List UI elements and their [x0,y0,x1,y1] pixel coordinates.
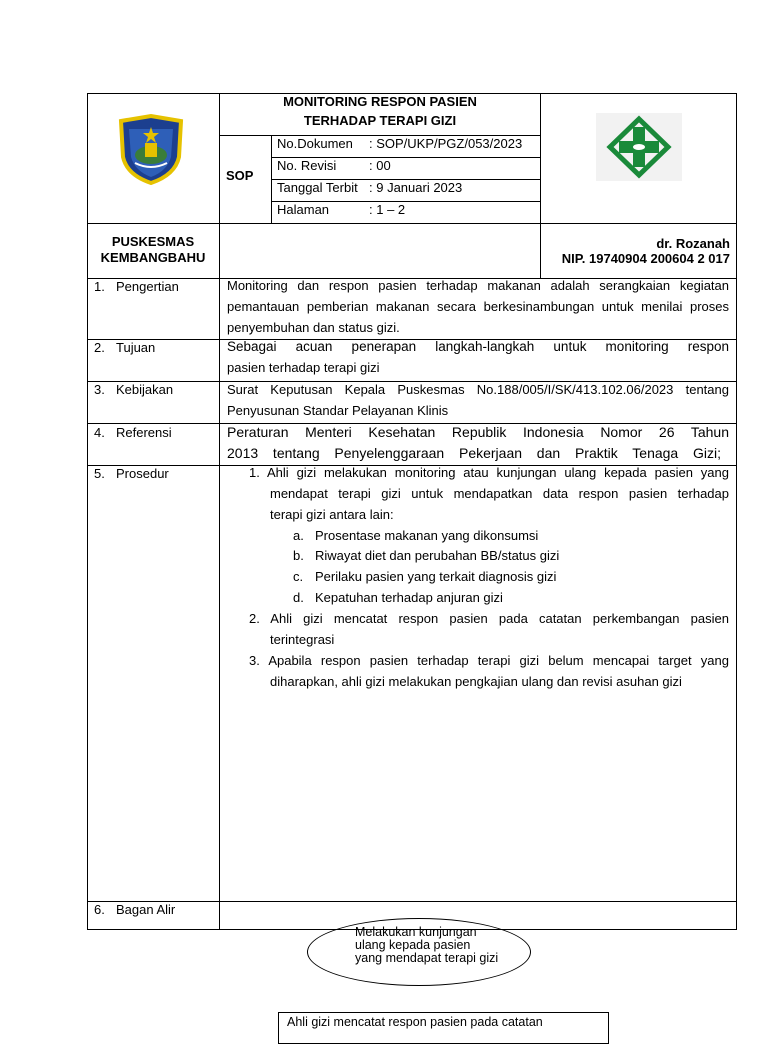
prosedur-step-3-line: diharapkan, ahli gizi melakukan pengkajian ulang dan revisi asuhan gizi [270,674,682,689]
flow-start-text: Melakukan kunjungan ulang kepada pasien yang mendapat terapi gizi [355,925,499,965]
section-label-prosedur: 5. Prosedur [94,466,169,481]
prosedur-step-1-line: 1. Ahli gizi melakukan monitoring atau kunjungan ulang kepada pasien yang [249,465,729,480]
meta-value-no-dokumen: : SOP/UKP/PGZ/053/2023 [369,136,523,151]
document-title-line2: TERHADAP TERAPI GIZI [303,113,457,128]
regency-crest-icon [115,113,187,185]
org-name-line1: PUSKESMAS [111,234,195,249]
tujuan-line: pasien terhadap terapi gizi [227,360,380,375]
prosedur-step-1-line: terapi gizi antara lain: [270,507,394,522]
prosedur-step-2-line: 2. Ahli gizi mencatat respon pasien pada catatan perkembangan pasien [249,611,729,626]
meta-label-no-revisi: No. Revisi [277,158,337,173]
section-label-tujuan: 2. Tujuan [94,340,156,355]
kebijakan-line: Penyusunan Standar Pelayanan Klinis [227,403,449,418]
tujuan-line: Sebagai acuan penerapan langkah-langkah untuk monitoring respon [227,339,729,354]
meta-value-tanggal-terbit: : 9 Januari 2023 [369,180,463,195]
meta-label-no-dokumen: No.Dokumen [277,136,353,151]
section-label-bagan-alir: 6. Bagan Alir [94,902,176,917]
pengertian-line: pemantauan pemberian makanan secara berkesinambungan untuk menilai proses [227,299,729,314]
prosedur-sub-item: b. Riwayat diet dan perubahan BB/status gizi [293,548,560,563]
meta-value-halaman: : 1 – 2 [369,202,406,217]
section-label-pengertian: 1. Pengertian [94,279,179,294]
document-title-line1: MONITORING RESPON PASIEN [283,94,477,109]
meta-label-tanggal-terbit: Tanggal Terbit [277,180,358,195]
puskesmas-cross-icon [596,113,682,181]
meta-label-halaman: Halaman [277,202,330,217]
kebijakan-line: Surat Keputusan Kepala Puskesmas No.188/005/I/SK/413.102.06/2023 tentang [227,382,729,397]
section-label-referensi: 4. Referensi [94,425,172,440]
section-label-kebijakan: 3. Kebijakan [94,382,174,397]
prosedur-sub-item: d. Kepatuhan terhadap anjuran gizi [293,590,503,605]
org-name-line2: KEMBANGBAHU [100,250,206,265]
signer-nip: NIP. 19740904 200604 2 017 [561,251,730,266]
pengertian-line: Monitoring dan respon pasien terhadap makanan adalah serangkaian kegiatan [227,278,729,293]
referensi-line: 2013 tentang Penyelenggaraan Pekerjaan dan Praktik Tenaga Gizi; [227,445,721,461]
signer-name: dr. Rozanah [656,236,730,251]
meta-value-no-revisi: : 00 [369,158,391,173]
prosedur-step-2-line: terintegrasi [270,632,335,647]
pengertian-line: penyembuhan dan status gizi. [227,320,400,335]
prosedur-sub-item: c. Perilaku pasien yang terkait diagnosis gizi [293,569,557,584]
referensi-line: Peraturan Menteri Kesehatan Republik Indonesia Nomor 26 Tahun [227,424,729,440]
prosedur-step-1-line: mendapat terapi gizi untuk mendapatkan data respon pasien terhadap [270,486,729,501]
sop-label: SOP [226,168,254,183]
flow-step-text: Ahli gizi mencatat respon pasien pada catatan [287,1015,543,1029]
prosedur-sub-item: a. Prosentase makanan yang dikonsumsi [293,528,539,543]
prosedur-step-3-line: 3. Apabila respon pasien terhadap terapi gizi belum mencapai target yang [249,653,729,668]
